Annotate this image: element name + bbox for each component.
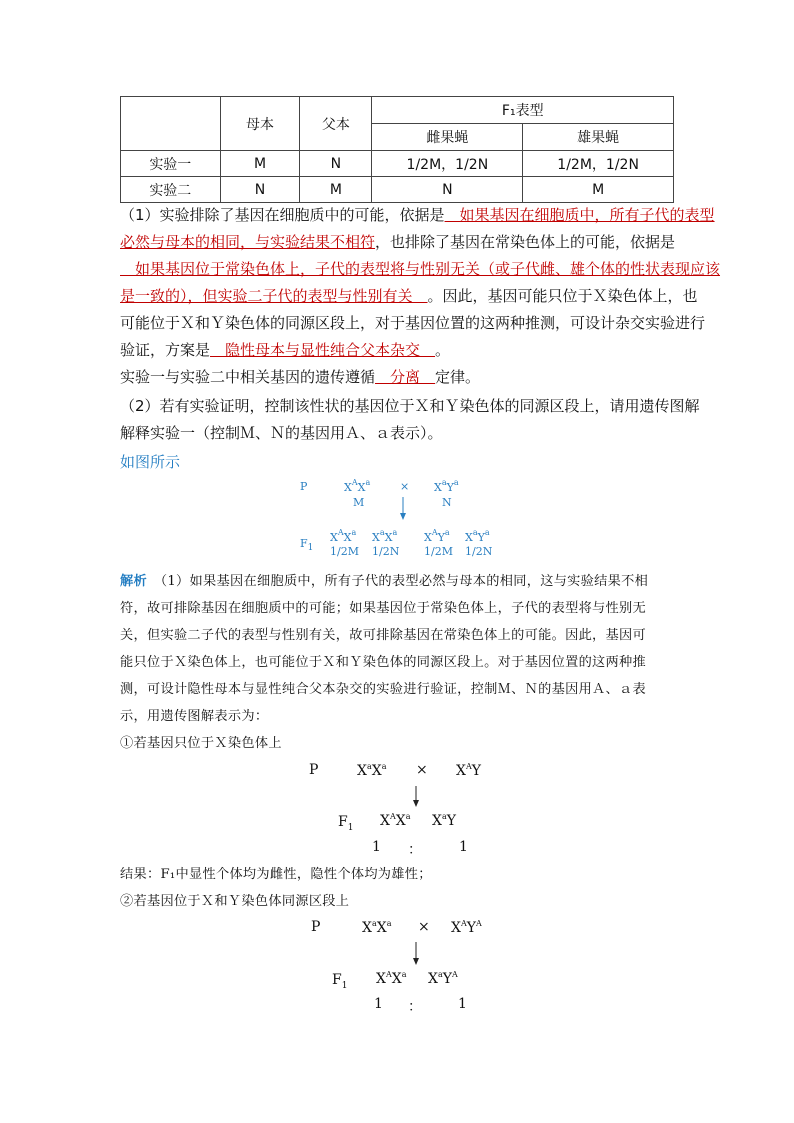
q1-line: 如果基因位于常染色体上，子代的表型将与性别无关（或子代雌、雄个体的性状表现应该 (120, 260, 721, 278)
cross-symbol: × (400, 480, 410, 493)
diagram-p: P (309, 762, 319, 778)
solution-line: 能只位于Ｘ染色体上，也可能位于Ｘ和Ｙ染色体的同源区段上。对于基因位置的这两种推 (120, 655, 647, 670)
ratio: 1/2M (424, 545, 453, 558)
q1-line: 验证，方案是 隐性母本与显性纯合父本杂交 。 (120, 341, 451, 359)
q1-line: 必然与母本的相同，与实验结果不相符，也排除了基因在常染色体上的可能，依据是 (120, 233, 676, 251)
table-row (121, 177, 674, 203)
ratio: 1 (459, 839, 468, 855)
genotype: $X^AX^a$ (344, 478, 371, 494)
diagram-p: P (300, 480, 308, 493)
row-label: 实验一 (121, 151, 221, 177)
q2-line: 解释实验一（控制Ｍ、Ｎ的基因用Ａ、ａ表示）。 (120, 424, 443, 442)
row-label: 实验二 (121, 177, 221, 203)
row-father: M (300, 177, 372, 203)
diagram-f1: $F_1$ (338, 814, 354, 833)
genotype: $X^AX^a$ (330, 528, 357, 544)
ratio: 1 (374, 996, 383, 1012)
genotype: $X^aX^a$ (362, 919, 392, 936)
solution-line: 示，用遗传图解表示为： (120, 709, 269, 724)
phenotype-m: M (353, 496, 365, 509)
header-f1: F₁表型 (372, 97, 674, 124)
row-mother: N (220, 177, 300, 203)
ratio-colon: ： (408, 842, 422, 858)
genotype: $X^aY^a$ (465, 528, 490, 544)
case2-heading: ②若基因位于Ｘ和Ｙ染色体同源区段上 (120, 894, 350, 909)
row-female: N (372, 177, 523, 203)
diagram-f1: $F_1$ (300, 537, 314, 554)
solution-line: 符，故可排除基因在细胞质中的可能；如果基因位于常染色体上，子代的表型将与性别无 (120, 601, 647, 616)
row-female: 1/2M，1/2N (372, 151, 523, 177)
ratio: 1/2N (372, 545, 400, 558)
header-mother: 母本 (220, 97, 300, 151)
q1-line: 实验一与实验二中相关基因的遗传遵循 分离 定律。 (120, 368, 481, 386)
answer-text: 如图所示 (120, 453, 181, 471)
arrow-icon (411, 786, 421, 808)
genotype: $X^aX^a$ (357, 762, 387, 779)
solution-line: 解析 （1）如果基因在细胞质中，所有子代的表型必然与母本的相同，这与实验结果不相 (120, 574, 649, 589)
arrow-icon (398, 497, 408, 521)
genotype: $X^aY^A$ (428, 970, 458, 987)
header-father: 父本 (300, 97, 372, 151)
q2-line: （2）若有实验证明，控制该性状的基因位于Ｘ和Ｙ染色体的同源区段上，请用遗传图解 (120, 397, 700, 415)
row-male: 1/2M，1/2N (523, 151, 674, 177)
row-male: M (523, 177, 674, 203)
table-row (121, 151, 674, 177)
cross-symbol: × (418, 919, 430, 935)
solution-line: 关，但实验二子代的表型与性别有关，故可排除基因在常染色体上的可能。因此，基因可 (120, 628, 647, 643)
results-table (120, 96, 674, 203)
solution-line: 测，可设计隐性母本与显性纯合父本杂交的实验进行验证，控制Ｍ、Ｎ的基因用Ａ、ａ表 (120, 682, 647, 697)
genotype: $X^AY^a$ (424, 528, 450, 544)
header-male: 雄果蝇 (523, 124, 674, 151)
case1-heading: ①若基因只位于Ｘ染色体上 (120, 736, 282, 751)
arrow-icon (411, 942, 421, 966)
row-father: N (300, 151, 372, 177)
genotype: $X^AX^a$ (380, 812, 411, 829)
q1-line: 是一致的），但实验二子代的表型与性别有关 。因此，基因可能只位于Ｘ染色体上，也 (120, 287, 698, 305)
q1-line: （1）实验排除了基因在细胞质中的可能，依据是 如果基因在细胞质中，所有子代的表型 (120, 206, 715, 224)
phenotype-n: N (442, 496, 452, 509)
genotype: $X^AX^a$ (376, 970, 407, 987)
ratio: 1 (458, 996, 467, 1012)
result-line: 结果：F₁中显性个体均为雌性，隐性个体均为雄性； (120, 867, 432, 882)
table-corner (121, 97, 221, 151)
solution-label: 解析 (120, 574, 147, 589)
row-mother: M (220, 151, 300, 177)
diagram-f1: $F_1$ (332, 972, 348, 991)
ratio: 1/2N (465, 545, 493, 558)
genotype: $X^aY$ (432, 812, 456, 829)
cross-symbol: × (416, 762, 428, 778)
q1-line: 可能位于Ｘ和Ｙ染色体的同源区段上，对于基因位置的这两种推测，可设计杂交实验进行 (120, 314, 706, 332)
genotype: $X^aY^a$ (434, 478, 459, 494)
diagram-p: P (311, 919, 321, 935)
ratio-colon: ： (408, 999, 422, 1015)
genotype: $X^aX^a$ (372, 528, 398, 544)
header-female: 雌果蝇 (372, 124, 523, 151)
ratio: 1 (372, 839, 381, 855)
genotype: $X^AY^A$ (451, 919, 482, 936)
ratio: 1/2M (330, 545, 359, 558)
genotype: $X^AY$ (456, 762, 481, 779)
